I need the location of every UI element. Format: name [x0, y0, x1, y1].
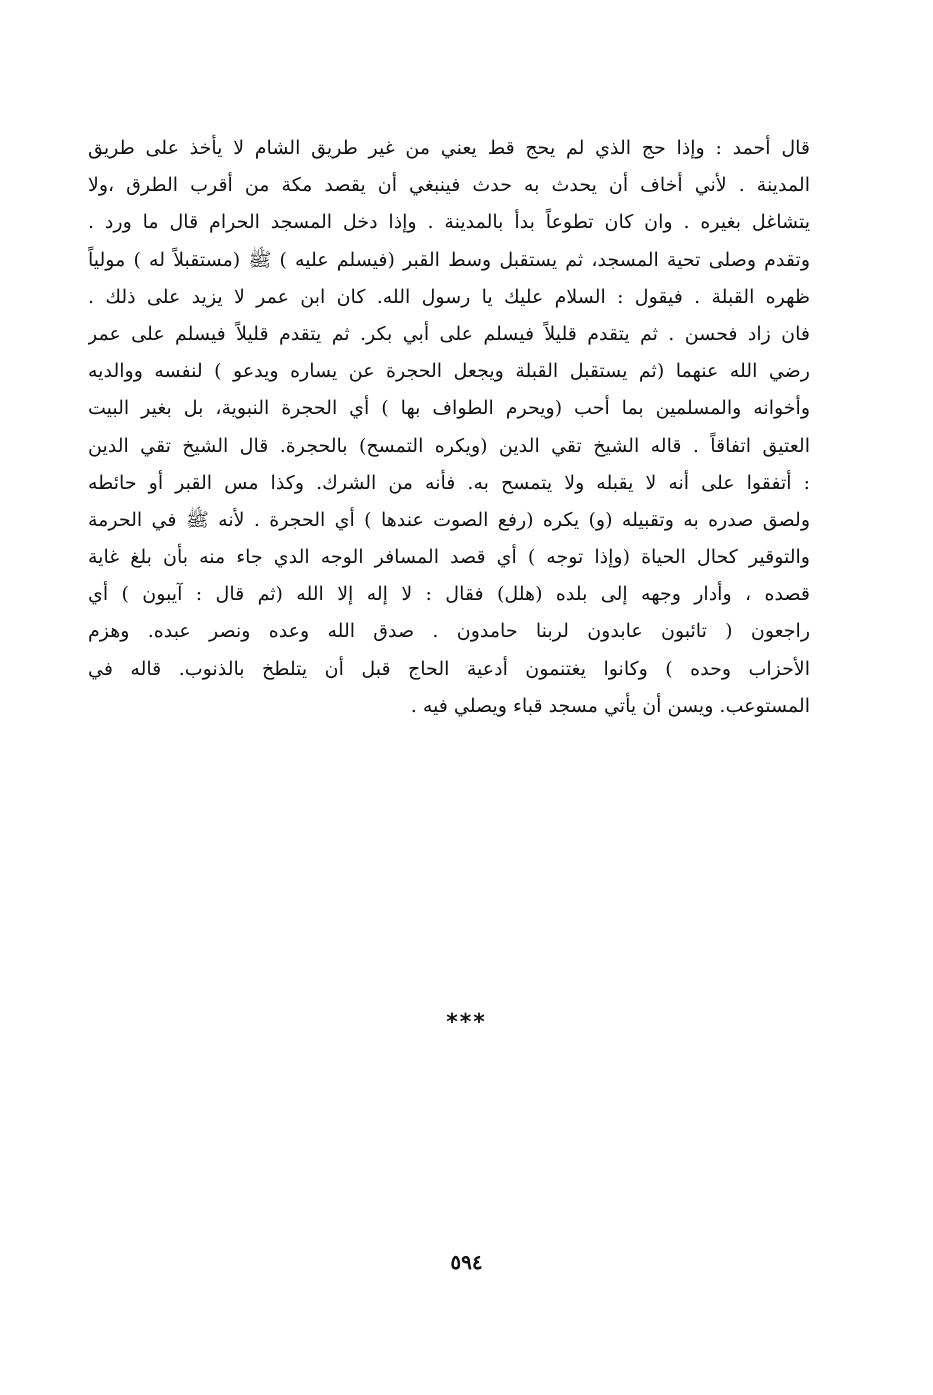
text-line-4: وتقدم وصلى تحية المسجد، ثم يستقبل وسط القبر (فيسلم عليه ) ﷺ (مستقبلاً له ) مولياً — [88, 248, 810, 271]
text-line-1: قال أحمد : وإذا حج الذي لم يحج قط يعني من غير طريق الشام لا يأخذ على طريق — [88, 137, 810, 159]
page-number: ٥٩٤ — [450, 1250, 483, 1274]
body-text — [88, 130, 810, 725]
text-line-3: يتشاغل بغيره . وان كان تطوعاً بدأ بالمدينة . وإذا دخل المسجد الحرام قال ما ورد . — [88, 211, 810, 234]
text-line-13: قصده ، وأدار وجهه إلى بلده (هلل) فقال : لا إله إلا الله (ثم قال : آيبون ) أي — [88, 583, 810, 606]
text-line-11: ولصق صدره به وتقبيله (و) يكره (رفع الصوت عندها ) أي الحجرة . لأنه ﷺ في الحرمة — [88, 508, 810, 531]
text-line-9: العتيق اتفاقاً . قاله الشيخ تقي الدين (ويكره التمسح) بالحجرة. قال الشيخ تقي الدين — [88, 434, 810, 457]
text-line-5: ظهره القبلة . فيقول : السلام عليك يا رسول الله. كان ابن عمر لا يزيد على ذلك . — [88, 285, 810, 308]
text-line-7: رضي الله عنهما (ثم يستقبل القبلة ويجعل الحجرة عن يساره ويدعو ) لنفسه ووالديه — [88, 360, 810, 383]
section-separator: *** — [446, 1010, 487, 1035]
text-line-10: : أتفقوا على أنه لا يقبله ولا يتمسح به. فأنه من الشرك. وكذا مس القبر أو حائطه — [88, 471, 810, 494]
text-line-8: وأخوانه والمسلمين بما أحب (ويحرم الطواف بها ) أي الحجرة النبوية، بل بغير البيت — [88, 397, 810, 420]
text-line-15: الأحزاب وحده ) وكانوا يغتنمون أدعية الحاج قبل أن يتلطخ بالذنوب. قاله في — [88, 657, 810, 680]
text-line-2: المدينة . لأني أخاف أن يحدث به حدث فينبغي أن يقصد مكة من أقرب الطرق ،ولا — [88, 174, 810, 197]
text-line-6: فان زاد فحسن . ثم يتقدم قليلاً فيسلم على أبي بكر. ثم يتقدم قليلاً فيسلم على عمر — [88, 322, 810, 345]
text-line-16: المستوعب. ويسن أن يأتي مسجد قباء ويصلي فيه . — [410, 694, 810, 717]
text-line-14: راجعون ( تائبون عابدون لربنا حامدون . صدق الله وعده ونصر عبده. وهزم — [88, 620, 810, 643]
text-line-12: والتوقير كحال الحياة (وإذا توجه ) أي قصد المسافر الوجه الدي جاء منه بأن بلغ غاية — [88, 546, 810, 569]
